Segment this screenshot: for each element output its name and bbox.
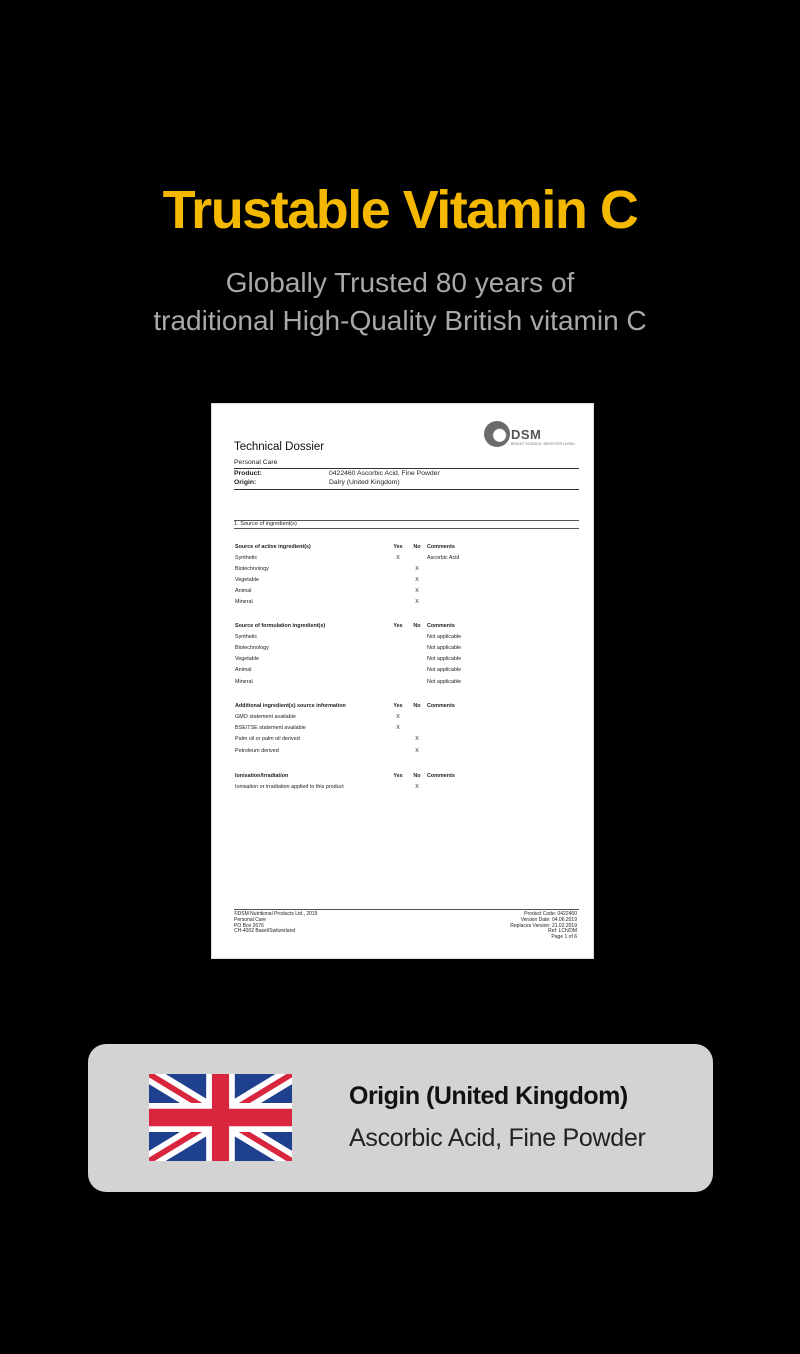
table-cell: X [415, 577, 419, 583]
table-header [235, 543, 580, 552]
footer-line: Ref: LCh/DM [548, 928, 577, 935]
table-cell: Vegetable [235, 656, 259, 662]
table-cell: X [415, 588, 419, 594]
table-header-cell: Comments [427, 544, 455, 550]
table-cell: Synthetic [235, 634, 258, 640]
table-cell: Not applicable [427, 667, 462, 673]
table-row [235, 565, 580, 574]
footer-left [234, 912, 317, 935]
table-cell: Mineral [235, 679, 253, 685]
table-cell: Not applicable [427, 645, 462, 651]
table-cell: X [415, 599, 419, 605]
table-cell: Vegetable [235, 577, 259, 583]
dsm-logo-tagline: BRIGHT SCIENCE. BRIGHTER LIVING. [511, 442, 576, 446]
table-cell: Biotechnology [235, 645, 269, 651]
table-header-cell: Yes [393, 544, 403, 550]
product-value: 0422460 Ascorbic Acid, Fine Powder [329, 470, 440, 477]
footer-line: PO Box 2676 [234, 922, 264, 929]
dsm-logo-icon [484, 421, 510, 447]
table-row [235, 724, 580, 733]
table-cell: Mineral [235, 599, 253, 605]
origin-title: Origin (United Kingdom) [349, 1082, 628, 1110]
page-subtitle [0, 264, 800, 340]
table-cell: X [415, 748, 419, 754]
divider [234, 468, 579, 469]
subtitle-line-1: Globally Trusted 80 years of [225, 267, 575, 298]
divider [234, 489, 579, 490]
table-row [235, 655, 580, 664]
table-row [235, 554, 580, 563]
table-cell: GMO statement available [235, 714, 296, 720]
table-header-cell: Additional ingredient(s) source information [235, 703, 346, 709]
divider [234, 528, 579, 529]
table-row [235, 576, 580, 585]
document-title: Technical Dossier [234, 441, 325, 453]
table-header [235, 772, 580, 781]
page-title: Trustable Vitamin C [162, 180, 638, 240]
footer-line: Personal Care [234, 916, 266, 923]
table-cell: Ascorbic Acid [427, 555, 460, 561]
technical-dossier-document [211, 403, 594, 959]
table-cell: Biotechnology [235, 566, 269, 572]
table-cell: BSE/TSE statement available [235, 725, 306, 731]
table-row [235, 783, 580, 792]
origin-product: Ascorbic Acid, Fine Powder [349, 1124, 646, 1152]
uk-flag-icon [149, 1074, 292, 1161]
section-heading: 1. Source of ingredient(s) [234, 521, 297, 527]
product-label: Product: [234, 470, 262, 477]
table-header [235, 622, 580, 631]
table-header-cell: Yes [393, 703, 403, 709]
table-header-cell: Yes [393, 623, 403, 629]
table-cell: Animal [235, 667, 252, 673]
table-cell: X [415, 784, 419, 790]
footer-line: ©DSM Nutritional Products Ltd., 2019 [234, 911, 318, 917]
table-cell: Not applicable [427, 656, 462, 662]
table-row [235, 598, 580, 607]
footer-divider [234, 909, 579, 910]
table-cell: X [396, 555, 400, 561]
table-header-cell: No [413, 703, 421, 709]
table-header-cell: Comments [427, 623, 455, 629]
table-header-cell: Source of active ingredient(s) [235, 544, 311, 550]
footer-line: Replaces Version: 21.02.2019 [510, 922, 577, 929]
footer-right [510, 912, 577, 941]
table-header-cell: Source of formulation ingredient(s) [235, 623, 326, 629]
table-row [235, 735, 580, 744]
table-cell: X [396, 714, 400, 720]
footer-line: Page 1 of 6 [551, 934, 577, 941]
table-header-cell: Comments [427, 773, 455, 779]
table-header-cell: No [413, 623, 421, 629]
table-row [235, 747, 580, 756]
table-header-cell: Ionisation/Irradiation [235, 773, 289, 779]
table-row [235, 666, 580, 675]
table-row [235, 713, 580, 722]
table-header-cell: Yes [393, 773, 403, 779]
subtitle-line-2: traditional High-Quality British vitamin C [153, 305, 647, 336]
table-cell: Not applicable [427, 634, 462, 640]
origin-card [88, 1044, 713, 1192]
table-cell: Synthetic [235, 555, 258, 561]
table-header [235, 702, 580, 711]
table-cell: Ionisation or irradiation applied to this product [235, 784, 344, 790]
table-cell: X [415, 566, 419, 572]
table-cell: Animal [235, 588, 252, 594]
table-cell: Palm oil or palm oil derived [235, 736, 300, 742]
origin-value: Dalry (United Kingdom) [329, 479, 400, 486]
table-row [235, 633, 580, 642]
dsm-logo-text: DSM [511, 427, 542, 442]
table-cell: Not applicable [427, 679, 462, 685]
table-row [235, 678, 580, 687]
origin-label: Origin: [234, 479, 257, 486]
document-category: Personal Care [234, 459, 278, 466]
table-cell: X [396, 725, 400, 731]
table-row [235, 587, 580, 596]
footer-line: Version Date: 04.06.2019 [520, 916, 577, 923]
footer-line: CH-4002 Basel/Switzerland [234, 928, 296, 935]
table-row [235, 644, 580, 653]
table-header-cell: No [413, 773, 421, 779]
table-cell: X [415, 736, 419, 742]
footer-line: Product Code: 0422460 [524, 911, 577, 917]
table-header-cell: Comments [427, 703, 455, 709]
dsm-logo [484, 421, 584, 453]
table-cell: Petroleum derived [235, 748, 279, 754]
table-header-cell: No [413, 544, 421, 550]
